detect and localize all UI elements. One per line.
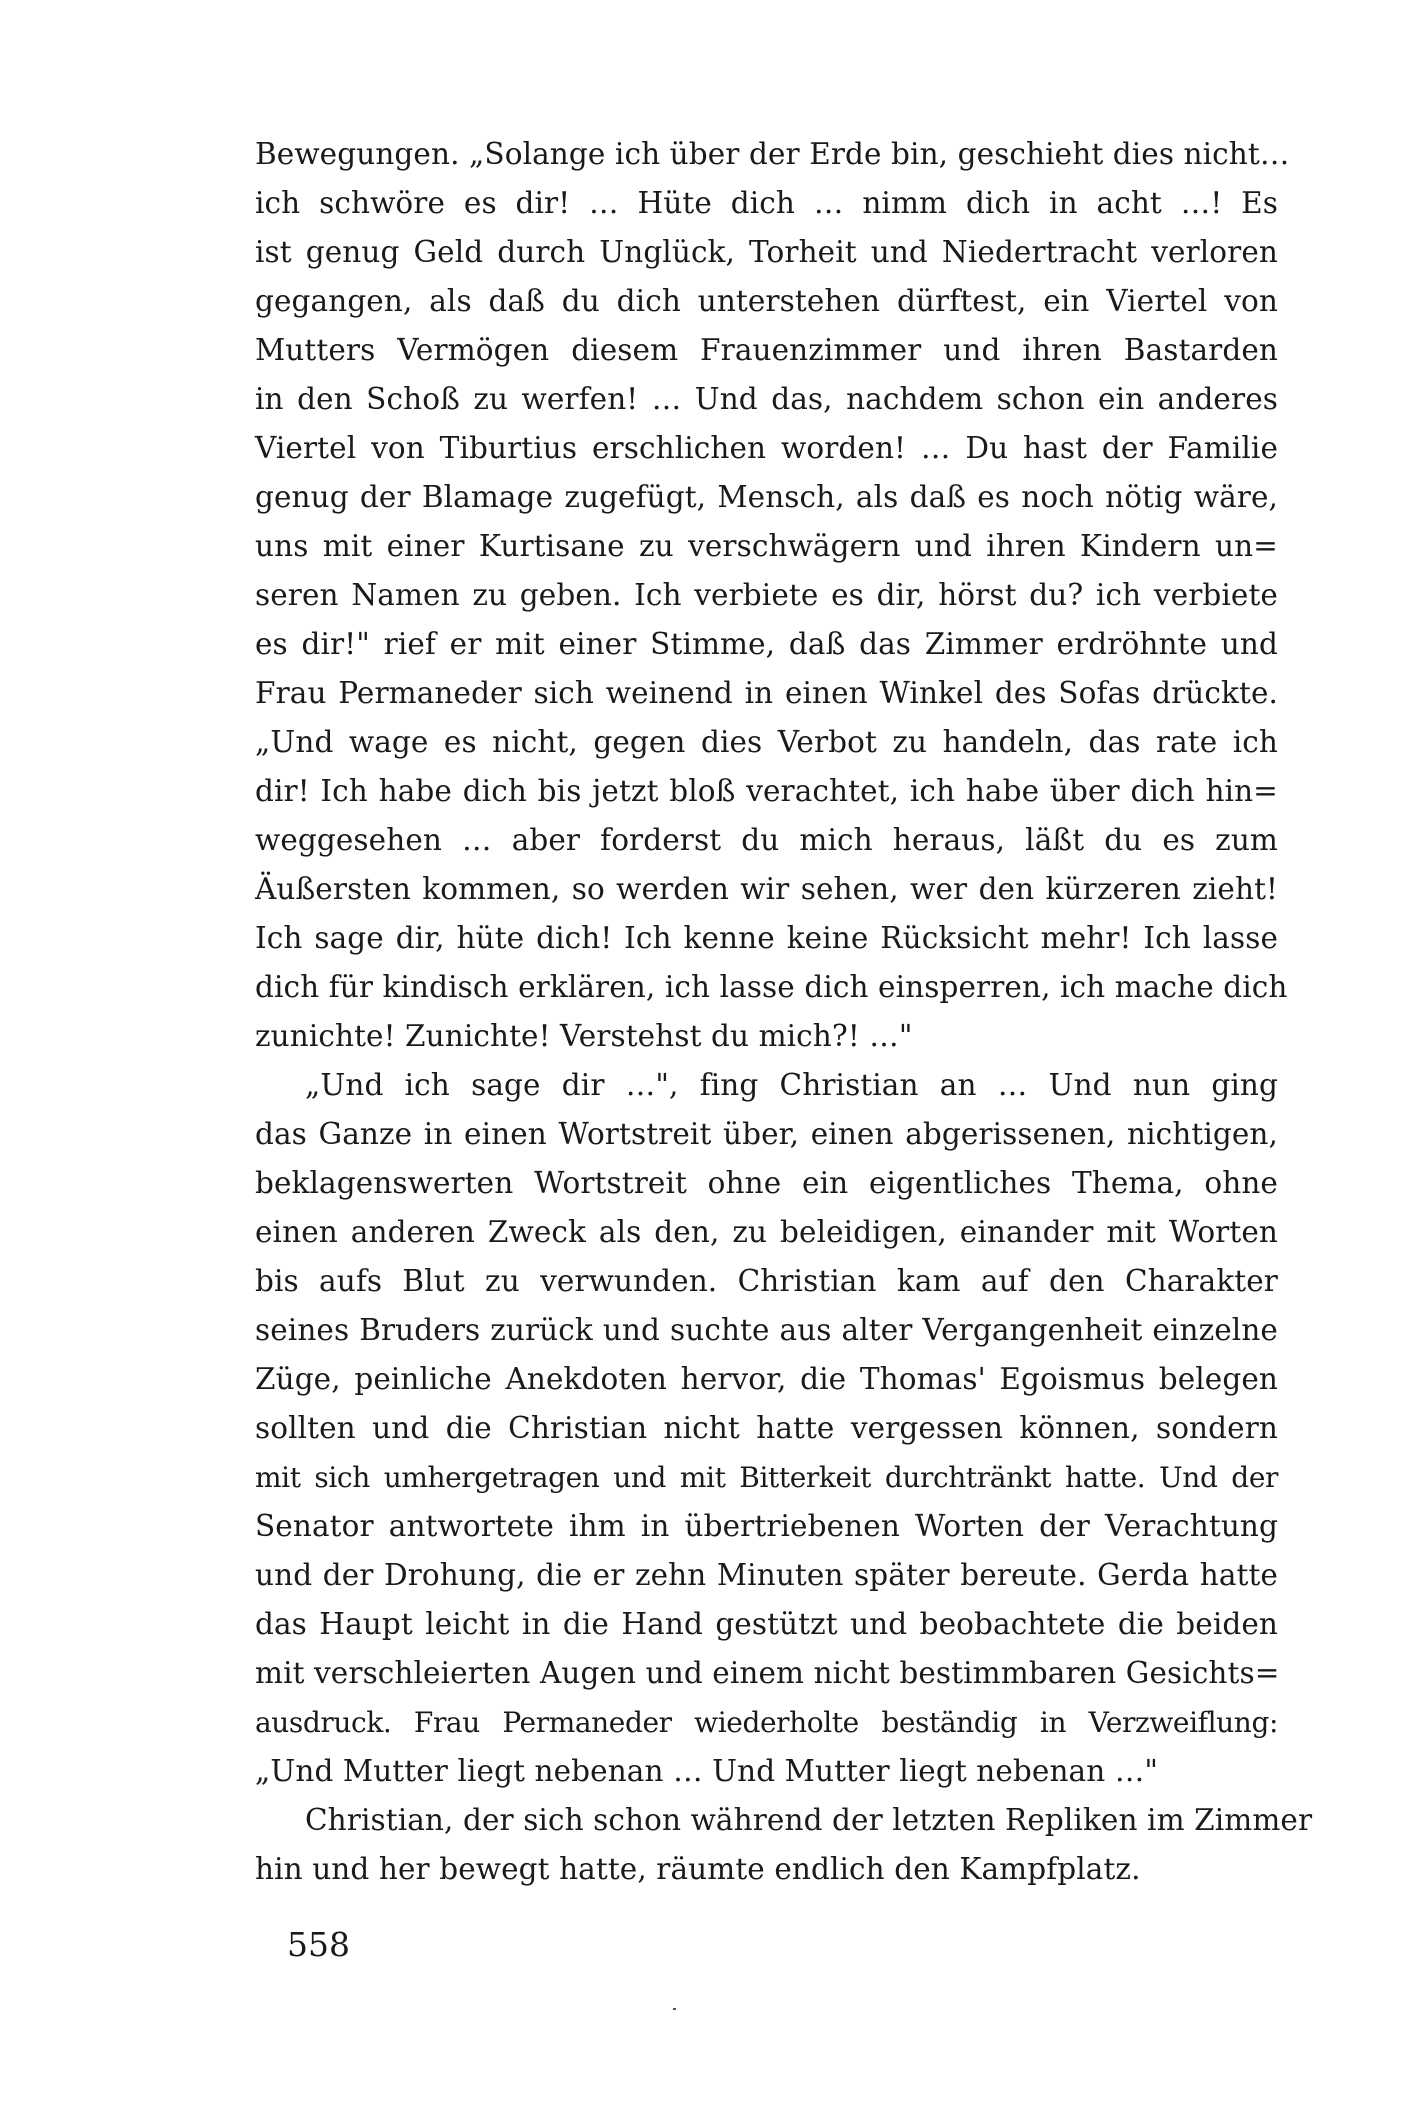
text-line: genug der Blamage zugefügt, Mensch, als daß es noch nötig wäre, xyxy=(255,480,1278,514)
text-line: mit sich umhergetragen und mit Bitterkeit durchtränkt hatte. Und der xyxy=(255,1461,1278,1494)
text-line: Frau Permaneder sich weinend in einen Winkel des Sofas drückte. xyxy=(255,676,1278,710)
text-line: gegangen, als daß du dich unterstehen dürftest, ein Viertel von xyxy=(255,284,1278,318)
text-line: dir! Ich habe dich bis jetzt bloß verachtet, ich habe über dich hin= xyxy=(255,774,1278,808)
text-line: Viertel von Tiburtius erschlichen worden! … Du hast der Familie xyxy=(255,431,1278,465)
text-line: Bewegungen. „Solange ich über der Erde bin, geschieht dies nicht… xyxy=(255,137,1290,171)
text-line: bis aufs Blut zu verwunden. Christian kam auf den Charakter xyxy=(255,1264,1278,1298)
text-line: seines Bruders zurück und suchte aus alter Vergangenheit einzelne xyxy=(255,1313,1278,1347)
text-line: einen anderen Zweck als den, zu beleidigen, einander mit Worten xyxy=(255,1215,1278,1249)
body-text xyxy=(255,130,1313,1894)
text-line: Mutters Vermögen diesem Frauenzimmer und ihren Bastarden xyxy=(255,333,1278,367)
paragraph-first-line: „Und ich sage dir …", fing Christian an … Und nun ging xyxy=(305,1068,1278,1102)
text-line: das Haupt leicht in die Hand gestützt und beobachtete die beiden xyxy=(255,1607,1278,1641)
text-line: dich für kindisch erklären, ich lasse dich einsperren, ich mache dich xyxy=(255,970,1288,1004)
text-line: das Ganze in einen Wortstreit über, einen abgerissenen, nichtigen, xyxy=(255,1117,1278,1151)
paragraph-first-line: Christian, der sich schon während der letzten Repliken im Zimmer xyxy=(305,1803,1313,1837)
text-line: Züge, peinliche Anekdoten hervor, die Thomas' Egoismus belegen xyxy=(255,1362,1278,1396)
page-number: 558 xyxy=(287,1925,350,1964)
text-line: mit verschleierten Augen und einem nicht bestimmbaren Gesichts= xyxy=(255,1656,1280,1690)
text-line: seren Namen zu geben. Ich verbiete es dir, hörst du? ich verbiete xyxy=(255,578,1278,612)
text-line: beklagenswerten Wortstreit ohne ein eigentliches Thema, ohne xyxy=(255,1166,1278,1200)
text-line: ich schwöre es dir! … Hüte dich … nimm dich in acht …! Es xyxy=(255,186,1278,220)
text-line: und der Drohung, die er zehn Minuten später bereute. Gerda hatte xyxy=(255,1558,1278,1592)
paper-speck xyxy=(673,2008,676,2010)
text-line: weggesehen … aber forderst du mich heraus, läßt du es zum xyxy=(255,823,1278,857)
text-line: ausdruck. Frau Permaneder wiederholte beständig in Verzweiflung: xyxy=(255,1706,1278,1739)
text-line: ist genug Geld durch Unglück, Torheit und Niedertracht verloren xyxy=(255,235,1278,269)
paragraph-end-line: „Und Mutter liegt nebenan … Und Mutter liegt nebenan …" xyxy=(255,1754,1159,1788)
text-line: in den Schoß zu werfen! … Und das, nachdem schon ein anderes xyxy=(255,382,1278,416)
paragraph-end-line: hin und her bewegt hatte, räumte endlich den Kampfplatz. xyxy=(255,1852,1141,1886)
text-line: „Und wage es nicht, gegen dies Verbot zu handeln, das rate ich xyxy=(255,725,1278,759)
text-line: uns mit einer Kurtisane zu verschwägern und ihren Kindern un= xyxy=(255,529,1278,563)
text-line: es dir!" rief er mit einer Stimme, daß das Zimmer erdröhnte und xyxy=(255,627,1278,661)
text-line: Ich sage dir, hüte dich! Ich kenne keine Rücksicht mehr! Ich lasse xyxy=(255,921,1278,955)
text-line: Äußersten kommen, so werden wir sehen, wer den kürzeren zieht! xyxy=(255,872,1278,906)
paragraph-end-line: zunichte! Zunichte! Verstehst du mich?! …" xyxy=(255,1019,913,1053)
text-line: Senator antwortete ihm in übertriebenen Worten der Verachtung xyxy=(255,1509,1278,1543)
text-line: sollten und die Christian nicht hatte vergessen können, sondern xyxy=(255,1411,1278,1445)
